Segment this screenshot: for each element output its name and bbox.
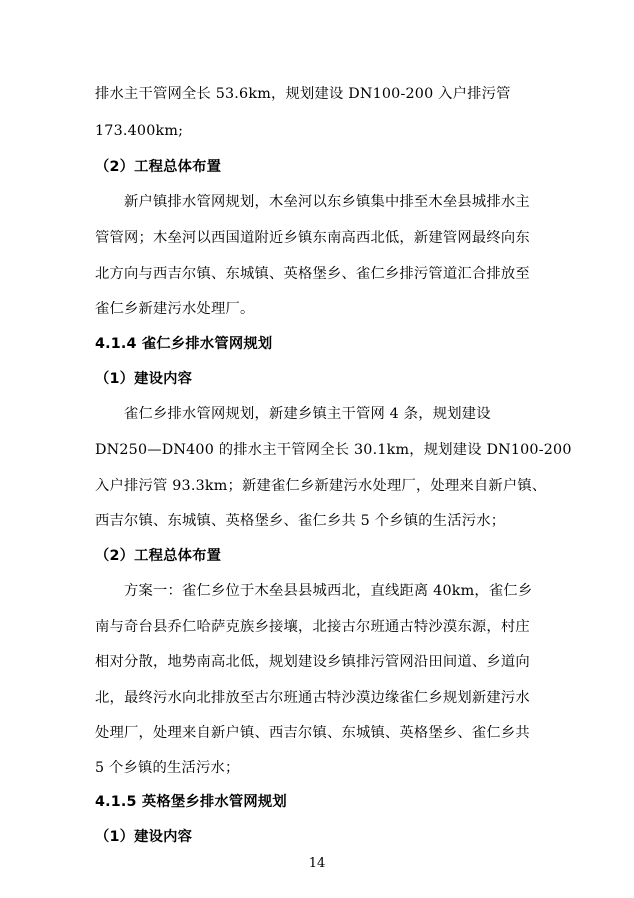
subsection-heading: 4.1.4 雀仁乡排水管网规划	[95, 336, 273, 352]
paragraph-line: 相对分散，地势南高北低，规划建设乡镇排污管网沿田间道、乡道向	[95, 654, 530, 670]
section-heading: （1）建设内容	[95, 371, 193, 387]
paragraph-line: 雀仁乡排水管网规划，新建乡镇主干管网 4 条，规划建设	[124, 406, 491, 422]
paragraph-line: 管管网；木垒河以西国道附近乡镇东南高西北低，新建管网最终向东	[95, 230, 530, 246]
paragraph-line: 新户镇排水管网规划，木垒河以东乡镇集中排至木垒县城排水主	[124, 194, 530, 210]
paragraph-line: 入户排污管 93.3km；新建雀仁乡新建污水处理厂，处理来自新户镇、	[95, 478, 547, 494]
paragraph-line: 南与奇台县乔仁哈萨克族乡接壤，北接古尔班通古特沙漠东源，村庄	[95, 619, 530, 635]
paragraph-line: DN250—DN400 的排水主干管网全长 30.1km，规划建设 DN100-200	[95, 442, 572, 458]
paragraph-line: 北，最终污水向北排放至古尔班通古特沙漠边缘雀仁乡规划新建污水	[95, 690, 530, 706]
paragraph-line: 5 个乡镇的生活污水；	[95, 760, 240, 776]
paragraph-line: 173.400km;	[95, 123, 184, 139]
section-heading: （2）工程总体布置	[95, 159, 222, 175]
paragraph-line: 雀仁乡新建污水处理厂。	[95, 301, 255, 317]
page-number: 14	[308, 856, 326, 871]
paragraph-line: 处理厂，处理来自新户镇、西吉尔镇、东城镇、英格堡乡、雀仁乡共	[95, 725, 530, 741]
section-heading: （1）建设内容	[95, 829, 193, 845]
paragraph-line: 方案一：雀仁乡位于木垒县县城西北，直线距离 40km，雀仁乡	[124, 583, 533, 599]
paragraph-line: 排水主干管网全长 53.6km，规划建设 DN100-200 入户排污管	[95, 86, 511, 102]
paragraph-line: 北方向与西吉尔镇、东城镇、英格堡乡、雀仁乡排污管道汇合排放至	[95, 266, 530, 282]
section-heading: （2）工程总体布置	[95, 548, 222, 564]
paragraph-line: 西吉尔镇、东城镇、英格堡乡、雀仁乡共 5 个乡镇的生活污水；	[95, 513, 506, 529]
subsection-heading: 4.1.5 英格堡乡排水管网规划	[95, 794, 287, 810]
